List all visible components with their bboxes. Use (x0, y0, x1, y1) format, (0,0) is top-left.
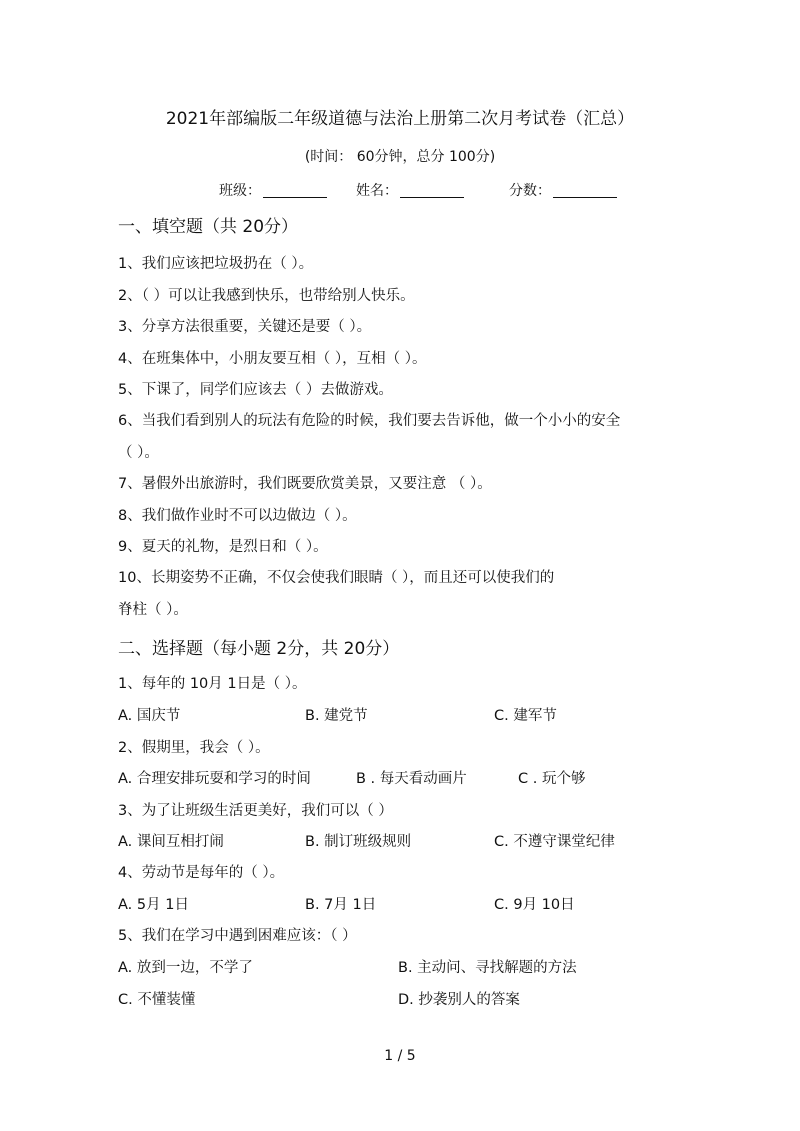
choice-1-option-a: A. 国庆节 (118, 708, 181, 724)
fill-question-7: 7、暑假外出旅游时，我们既要欣赏美景，又要注意 （ ）。 (118, 476, 492, 492)
fill-question-5: 5、下课了，同学们应该去（ ）去做游戏。 (118, 382, 393, 398)
choice-question-2: 2、假期里，我会（ ）。 (118, 740, 270, 756)
fill-question-4: 4、在班集体中，小朋友要互相（ ），互相（ ）。 (118, 351, 427, 367)
exam-title: 2021年部编版二年级道德与法治上册第二次月考试卷（汇总） (165, 109, 635, 129)
fill-question-1: 1、我们应该把垃圾扔在（ ）。 (118, 256, 314, 272)
choice-2-option-c: C . 玩个够 (518, 771, 586, 787)
fill-question-3: 3、分享方法很重要，关键还是要（ ）。 (118, 319, 372, 335)
choice-3-option-c: C. 不遵守课堂纪律 (494, 834, 615, 850)
choice-1-option-b: B. 建党节 (305, 708, 368, 724)
fill-question-6-continued: （ ）。 (118, 445, 159, 461)
fill-question-8: 8、我们做作业时不可以边做边（ ）。 (118, 508, 357, 524)
student-info-row (0, 180, 800, 200)
choice-question-4: 4、劳动节是每年的（ ）。 (118, 865, 285, 881)
choice-4-option-b: B. 7月 1日 (305, 897, 377, 913)
choice-4-option-a: A. 5月 1日 (118, 897, 189, 913)
choice-2-option-b: B . 每天看动画片 (356, 771, 467, 787)
choice-3-option-a: A. 课间互相打闹 (118, 834, 224, 850)
fill-question-2: 2、（ ）可以让我感到快乐，也带给别人快乐。 (118, 288, 415, 304)
choice-4-option-c: C. 9月 10日 (494, 897, 575, 913)
choice-question-5: 5、我们在学习中遇到困难应该：（ ） (118, 928, 357, 944)
section-choice-title: 二、选择题（每小题 2分，共 20分） (118, 639, 400, 659)
score-label: 分数： (509, 183, 551, 199)
class-label: 班级： (219, 183, 261, 199)
class-field (219, 180, 327, 200)
fill-question-10: 10、长期姿势不正确，不仅会使我们眼睛（ ），而且还可以使我们的 (118, 570, 555, 586)
page-number: 1 / 5 (384, 1048, 416, 1064)
choice-1-option-c: C. 建军节 (494, 708, 557, 724)
choice-5-option-b: B. 主动问、寻找解题的方法 (398, 960, 577, 976)
fill-question-6: 6、当我们看到别人的玩法有危险的时候，我们要去告诉他，做一个小小的安全 (118, 413, 621, 429)
choice-question-1: 1、每年的 10月 1日是（ ）。 (118, 676, 307, 692)
fill-question-10-continued: 脊柱（ ）。 (118, 602, 188, 618)
score-field (509, 180, 617, 200)
choice-question-3: 3、为了让班级生活更美好，我们可以（ ） (118, 803, 393, 819)
choice-5-option-c: C. 不懂装懂 (118, 992, 196, 1008)
fill-question-9: 9、夏天的礼物，是烈日和（ ）。 (118, 539, 328, 555)
section-fill-in-title: 一、填空题（共 20分） (118, 217, 299, 237)
exam-subtitle: (时间： 60分钟，总分 100分) (304, 149, 496, 165)
score-blank[interactable] (553, 183, 617, 198)
choice-3-option-b: B. 制订班级规则 (305, 834, 412, 850)
name-field (356, 180, 464, 200)
class-blank[interactable] (263, 183, 327, 198)
choice-2-option-a: A. 合理安排玩耍和学习的时间 (118, 771, 311, 787)
choice-5-option-a: A. 放到一边，不学了 (118, 960, 253, 976)
choice-5-option-d: D. 抄袭别人的答案 (398, 992, 520, 1008)
name-blank[interactable] (400, 183, 464, 198)
name-label: 姓名： (356, 183, 398, 199)
